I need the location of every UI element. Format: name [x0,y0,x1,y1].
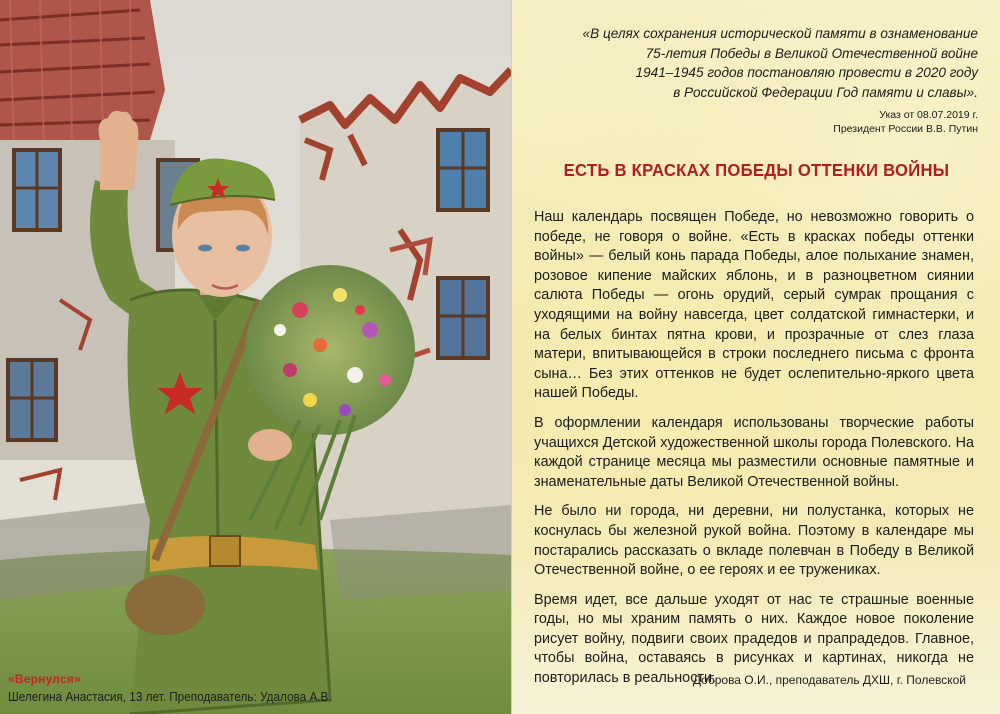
epigraph [558,24,978,102]
epigraph-line: 75-летия Победы в Великой Отечественной войне [645,45,978,61]
epigraph-line: «В целях сохранения исторической памяти в ознаменование [582,26,978,41]
signature: Доброва О.И., преподаватель ДХШ, г. Полевской [692,673,966,687]
epigraph-line: в Российской Федерации Год памяти и славы». [673,84,978,100]
article-body [534,208,974,699]
ruined-roof [0,0,165,150]
paragraph: В оформлении календаря использованы творческие работы учащихся Детской художественной школы города Полевского. На каждой странице месяца мы разместили основные памятные и знаменательные даты Великой Отечественной войны. [534,414,974,490]
decree-author: Президент России В.В. Путин [833,123,978,135]
paragraph: Наш календарь посвящен Победе, но невозможно говорить о победе, не говоря о войне. «Есть в красках победы оттенки войны» — белый конь парада Победы, алое полыхание знамен, розовое кипение майских яблонь, и в разноцветном сиянии салюта Победы — огонь орудий, серый сумрак прощания с уходящими на войну навсегда, цвет солдатской гимнастерки, и на белых бинтах пятна крови, и прозрачные от слез глаза матери, впитывающейся в строки последнего письма с фронта сына… Без этих оттенков не будет ослепительно-яркого цвета нашей Победы. [534,209,974,402]
epigraph-line: 1941–1945 годов постановляю провести в 2020 году [635,65,978,80]
decree-date: Указ от 08.07.2019 г. [879,109,978,121]
text-page [511,0,1000,714]
painting-caption [8,672,503,704]
painting-author: Шелегина Анастасия, 13 лет. Преподаватель: Удалова А.В. [8,690,332,704]
decree-attribution [833,108,978,136]
paragraph: Не было ни города, ни деревни, ни полустанка, которых не коснулась бы железной рукой война. Поэтому в календаре мы постарались рассказать о вкладе полевчан в Победу в Великой Отечественной войне, о ее героях и ее тружениках. [534,503,974,579]
page-heading: ЕСТЬ В КРАСКАХ ПОБЕДЫ ОТТЕНКИ ВОЙНЫ [563,160,950,180]
painting-title: «Вернулся» [8,672,81,686]
paragraph: Время идет, все дальше уходят от нас те страшные военные годы, но мы храним память о них. Каждое новое поколение рисует войну, подвиги своих прадедов и прапрадедов. Главное, чтобы война, оставаясь в рисунках и картинах, никогда не повторилась в реальности. [534,591,974,687]
